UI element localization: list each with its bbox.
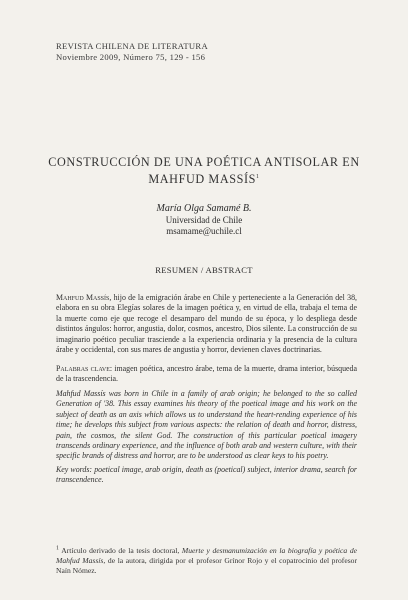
author-name: María Olga Samamé B. <box>156 203 252 214</box>
section-heading: RESUMEN / ABSTRACT <box>155 265 253 275</box>
author-email: msamame@uchile.cl <box>166 226 242 236</box>
keywords-label: Palabras clave: <box>56 364 113 373</box>
journal-header <box>56 41 208 63</box>
footnote <box>56 546 357 576</box>
article-title <box>40 154 368 188</box>
footnote-text-after: , de la autora, dirigida por el profesor Grínor Rojo y el copatrocinio del profesor Naín Nómez. <box>56 556 357 575</box>
footnote-thesis-title: Muerte y desmanumización en la biografía y poética de Mahfud Massís <box>56 546 357 565</box>
author-affiliation: Universidad de Chile <box>165 214 243 225</box>
title-line-1: CONSTRUCCIÓN DE UNA POÉTICA ANTISOLAR EN <box>48 155 360 169</box>
abstract-lead-name: Mahfud Massís <box>56 293 110 302</box>
title-line-2 <box>40 171 368 188</box>
journal-issue: Noviembre 2009, Número 75, 129 - 156 <box>56 52 206 62</box>
abstract-english: Mahfud Massís was born in Chile in a family of arab origin; he belonged to the so called Generation of '38. This essay examines his theory of the poetical image and his work on the subject of death as an axis which allows us to understand the heart-rending experience of his time; he develops this subject from various aspects: the relation of death and horror, distress, pain, the cosmos, the silent God. The construction of this particular poetical imagery transcends ordinary experience, and the influence of both arab and western culture, with their specific brands of distress and horror, are to be understood as clear keys to his poetry. <box>56 389 357 461</box>
keywords-spanish-text: imagen poética, ancestro árabe, tema de la muerte, drama interior, búsqueda de la trascendencia. <box>56 364 357 384</box>
author-block <box>40 203 368 238</box>
journal-name: REVISTA CHILENA DE LITERATURA <box>56 41 208 51</box>
footnote-mark: 1 <box>56 545 59 552</box>
keywords-english: Key words: poetical image, arab origin, death as (poetical) subject, interior drama, search for transcendence. <box>56 465 357 485</box>
keywords-spanish <box>56 364 357 385</box>
abstract-spanish-text: , hijo de la emigración árabe en Chile y perteneciente a la Generación del 38, elabora en su obra Elegías solares de la imagen poética y, en virtud de ella, trabaja el tema de la muerte como eje que recoge el desamparo del mundo de su época, y lo despliega desde distintos ángulos: horror, angustia, dolor, cosmos, ancestro, Dios silente. La construcción de su imaginario poético peculiar trasciende a la experiencia ordinaria y la presencia de la cultura árabe y occidental, con sus mares de angustia y horror, devienen claves doctrinarias. <box>56 293 358 355</box>
title-line-2-text: MAHFUD MASSÍS <box>148 172 257 186</box>
abstract-spanish <box>56 293 357 355</box>
title-footnote-mark: 1 <box>256 173 260 180</box>
footnote-text-before: Artículo derivado de la tesis doctoral, <box>61 546 182 555</box>
